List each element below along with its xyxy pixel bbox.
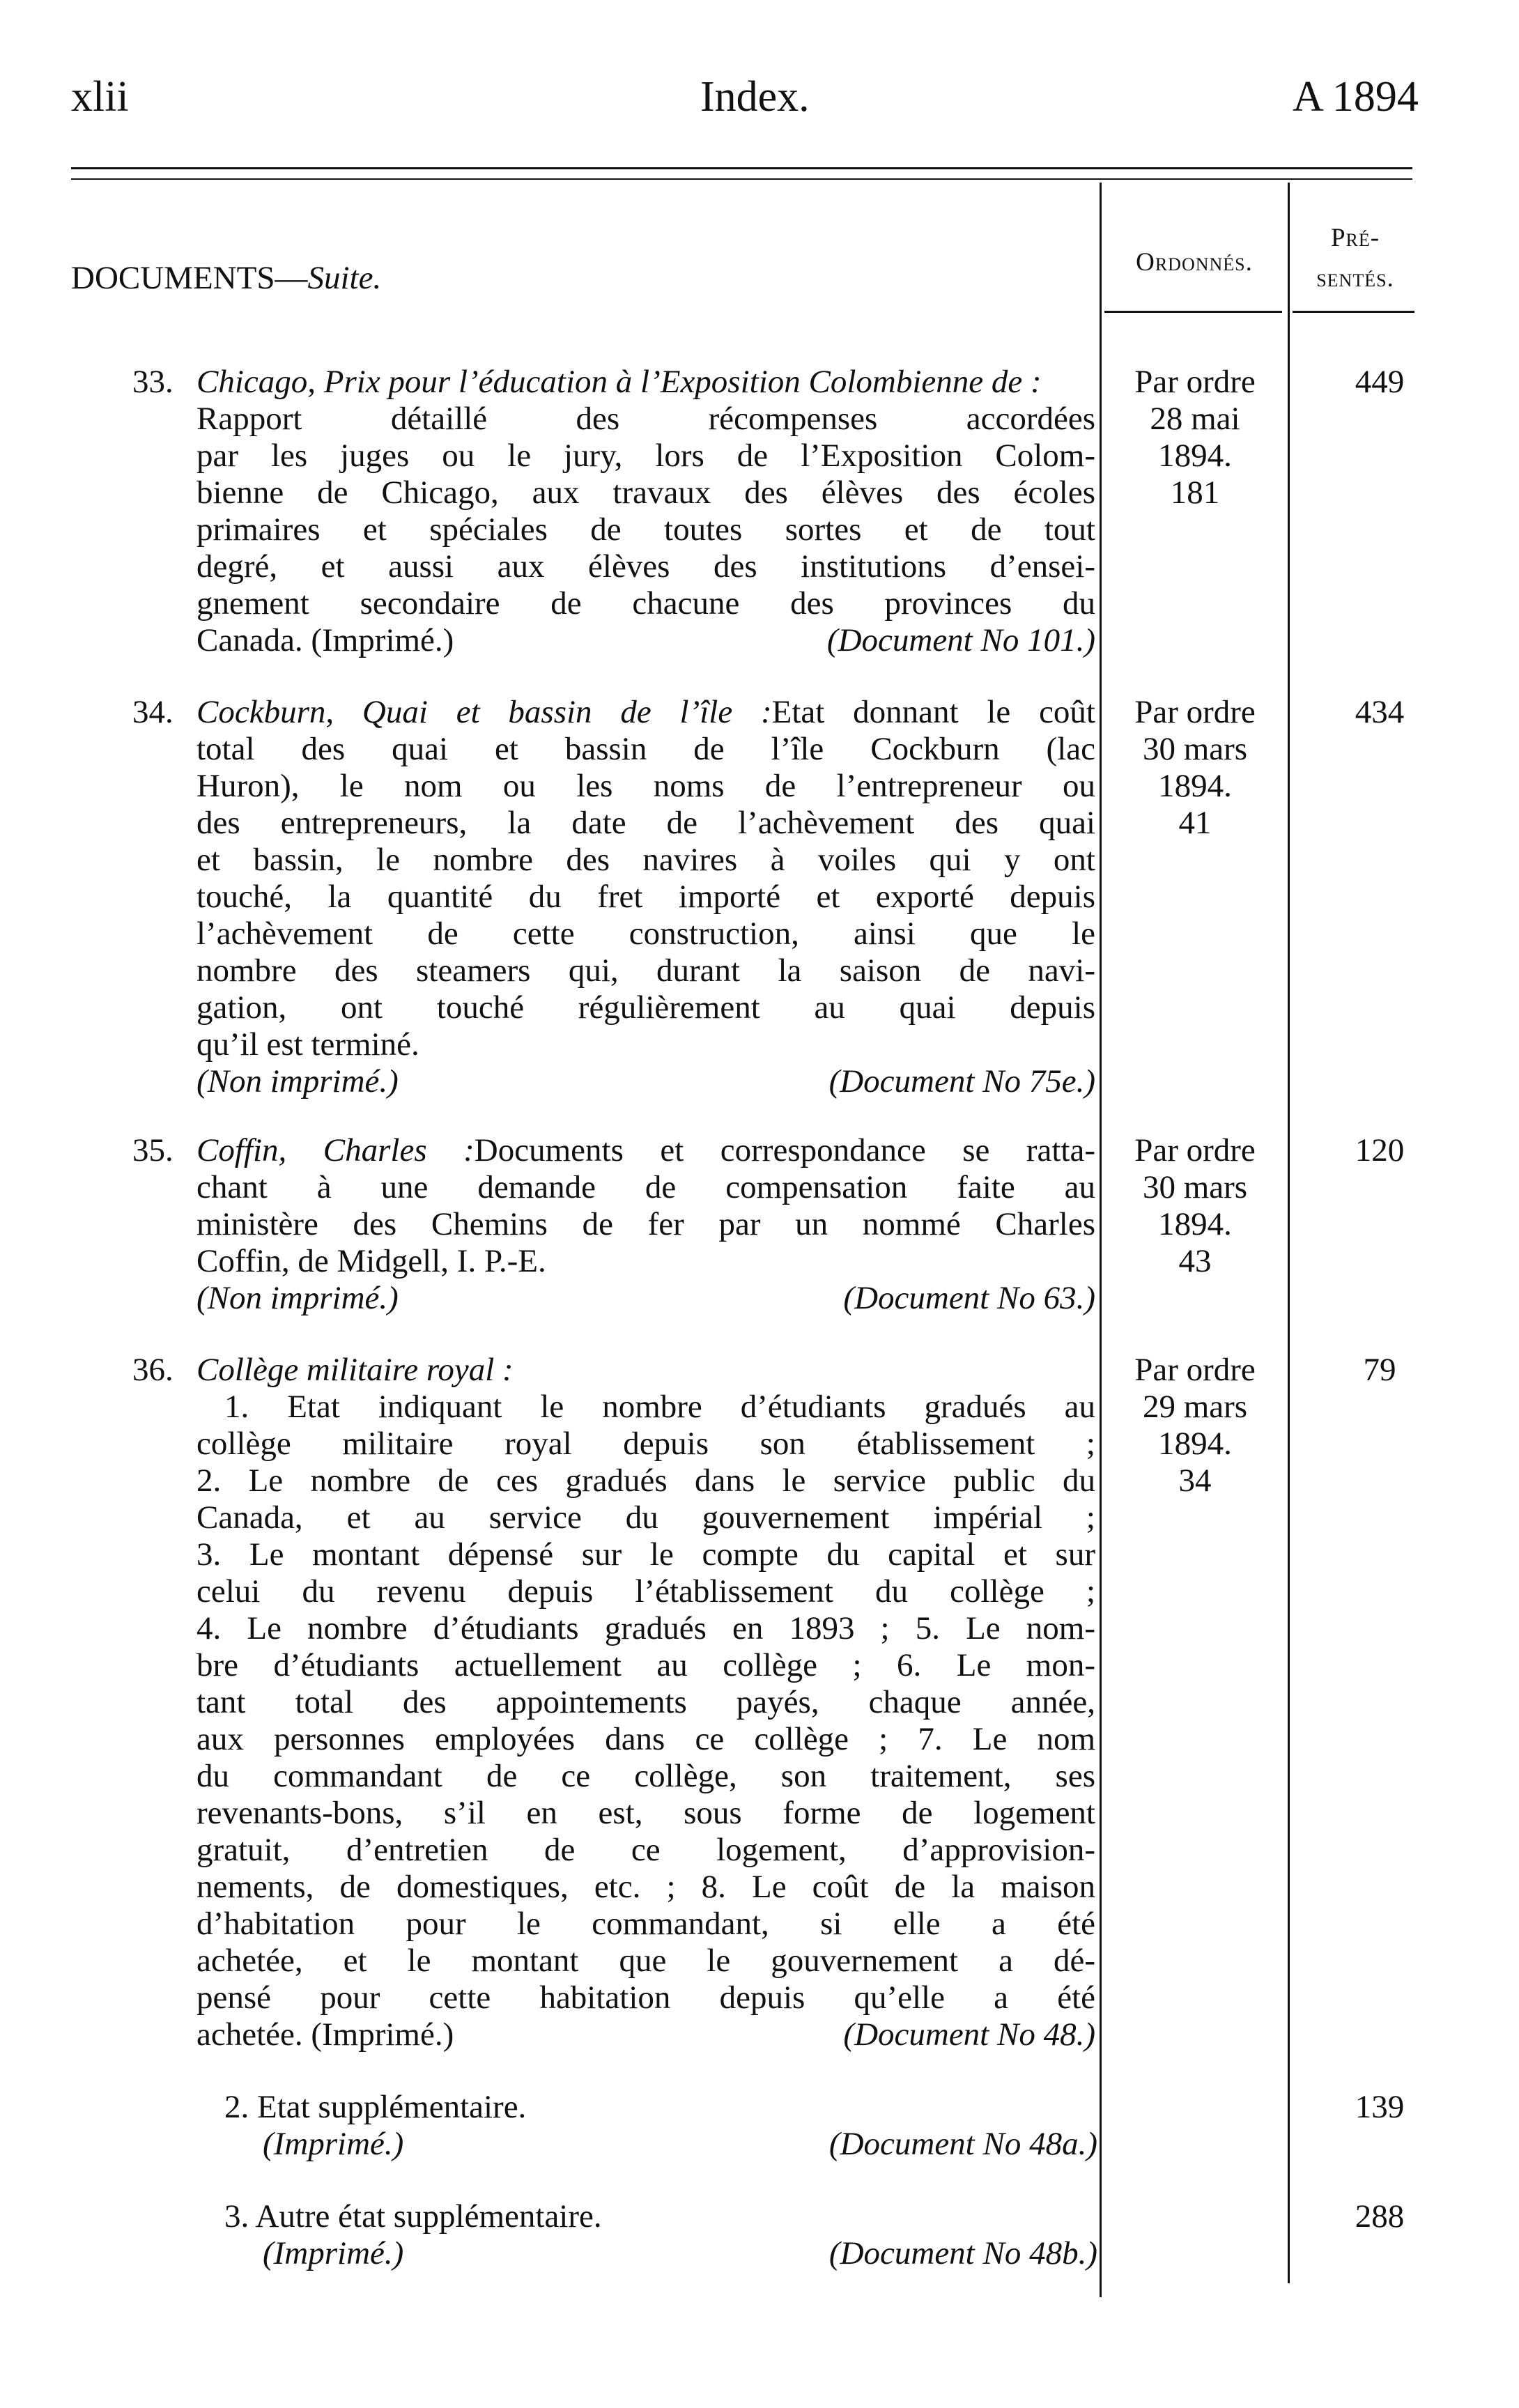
- entry-text-line: nements, de domestiques, etc. ; 8. Le coût de la maison: [196, 1869, 1095, 1905]
- entry-text-line: qu’il est terminé.: [196, 1026, 419, 1063]
- entry-text-line: celui du revenu depuis l’établissement du collège ;: [196, 1573, 1095, 1610]
- header-rule-bottom: [71, 178, 1412, 180]
- sub-entry-text: 3. Autre état supplémentaire.: [224, 2198, 602, 2235]
- column-divider-left: [1100, 183, 1102, 2297]
- entry-first-line: [196, 694, 1095, 731]
- entry-text-line: pensé pour cette habitation depuis qu’elle a été: [196, 1979, 1095, 2016]
- entry-text-line: achetée, et le montant que le gouvernement a dé-: [196, 1943, 1095, 1979]
- entry-text-line: 2. Le nombre de ces gradués dans le service public du: [196, 1462, 1095, 1499]
- entry-text-line: chant à une demande de compensation faite au: [196, 1169, 1095, 1205]
- presentes-36-3: 288: [1355, 2198, 1405, 2235]
- order-date: 28 mai: [1150, 401, 1240, 437]
- column-header-presentes-2: sentés.: [1316, 264, 1394, 293]
- order-line: Par ordre: [1134, 1352, 1256, 1388]
- entry-status: achetée. (Imprimé.): [196, 2016, 454, 2053]
- entry-text-line: des entrepreneurs, la date de l’achèvement des quai: [196, 805, 1095, 841]
- section-heading: [71, 259, 381, 297]
- entry-body: [196, 1132, 1095, 1317]
- entry-number: 35.: [132, 1132, 174, 1168]
- sub-entry-doc-ref: (Document No 48a.): [828, 2126, 1097, 2162]
- entry-text-line: Canada, et au service du gouvernement impérial ;: [196, 1499, 1095, 1536]
- ordonnes-34: [1111, 694, 1279, 842]
- entry-text-line: tant total des appointements payés, chaque année,: [196, 1684, 1095, 1720]
- entry-text-line: Rapport détaillé des récompenses accordées: [196, 401, 1095, 437]
- ordonnes-35: [1111, 1132, 1279, 1280]
- order-year: 1894.: [1158, 1426, 1232, 1462]
- entry-text-line: Huron), le nom ou les noms de l’entrepreneur ou: [196, 768, 1095, 804]
- page-number: xlii: [71, 73, 129, 121]
- presentes-36: 79: [1363, 1352, 1396, 1388]
- column-header-rule-presentes: [1293, 311, 1414, 313]
- entry-title: Chicago, Prix pour l’éducation à l’Exposition Colombienne de :: [196, 364, 1042, 400]
- entry-text-line: touché, la quantité du fret importé et exporté depuis: [196, 879, 1095, 915]
- entry-number: 36.: [132, 1352, 174, 1388]
- entry-doc-line: [196, 2016, 1095, 2053]
- entry-doc-ref: (Document No 101.): [826, 622, 1095, 658]
- entry-status: (Non imprimé.): [196, 1063, 399, 1099]
- entry-text-line: bienne de Chicago, aux travaux des élèves des écoles: [196, 474, 1095, 511]
- entry-doc-line: [196, 1280, 1095, 1317]
- entry-text-line: gratuit, d’entretien de ce logement, d’approvision-: [196, 1832, 1095, 1868]
- session-label: A 1894: [1293, 73, 1419, 121]
- entry-text-line: du commandant de ce collège, son traitement, ses: [196, 1758, 1095, 1794]
- order-date: 30 mars: [1142, 1169, 1248, 1205]
- sub-entry-doc-line: [263, 2235, 1097, 2272]
- entry-title: Cockburn, Quai et bassin de l’île :: [196, 694, 772, 730]
- order-year: 1894.: [1158, 438, 1232, 474]
- column-header-presentes-1: Pré-: [1330, 224, 1380, 252]
- sub-entry-doc-ref: (Document No 48b.): [828, 2235, 1097, 2271]
- sub-entry-3: [224, 2198, 1097, 2272]
- entry-body: [196, 1352, 1095, 2053]
- sub-entry-status: (Imprimé.): [263, 2126, 404, 2162]
- page-title: Index.: [700, 73, 810, 121]
- entry-text-line: collège militaire royal depuis son établissement ;: [196, 1426, 1095, 1462]
- column-header-ordonnes: Ordonnés.: [1136, 248, 1253, 277]
- entry-doc-ref: (Document No 48.): [843, 2016, 1095, 2053]
- order-number: 34: [1178, 1462, 1212, 1499]
- entry-status: (Non imprimé.): [196, 1280, 399, 1316]
- entry-text-line: par les juges ou le jury, lors de l’Exposition Colom-: [196, 438, 1095, 474]
- sub-entry-doc-line: [263, 2126, 1097, 2163]
- entry-doc-ref: (Document No 75e.): [828, 1063, 1095, 1099]
- entry-doc-line: [196, 1063, 1095, 1100]
- entry-text-line: primaires et spéciales de toutes sortes et de tout: [196, 511, 1095, 548]
- order-number: 41: [1178, 805, 1212, 841]
- entry-body: [196, 694, 1095, 1100]
- entry-number: 34.: [132, 694, 174, 730]
- entry-doc-ref: (Document No 63.): [843, 1280, 1095, 1316]
- order-line: Par ordre: [1134, 364, 1256, 400]
- entry-status: Canada. (Imprimé.): [196, 622, 454, 658]
- sub-entry-2: [224, 2089, 1097, 2163]
- entry-text-line: 3. Le montant dépensé sur le compte du capital et sur: [196, 1536, 1095, 1573]
- entry-text-line: bre d’étudiants actuellement au collège ; 6. Le mon-: [196, 1647, 1095, 1683]
- presentes-34: 434: [1355, 694, 1405, 730]
- presentes-33: 449: [1355, 364, 1405, 400]
- entry-text-line: degré, et aussi aux élèves des institutions d’ensei-: [196, 548, 1095, 585]
- entry-text-line: nombre des steamers qui, durant la saison de navi-: [196, 952, 1095, 989]
- sub-entry-text: 2. Etat supplémentaire.: [224, 2089, 527, 2125]
- entry-text-line: gnement secondaire de chacune des provinces du: [196, 585, 1095, 622]
- entry-text-line: Etat donnant le coût: [771, 694, 1095, 730]
- section-title: DOCUMENTS—: [71, 260, 308, 296]
- entry-text-line: aux personnes employées dans ce collège ; 7. Le nom: [196, 1721, 1095, 1757]
- entry-text-line: 1. Etat indiquant le nombre d’étudiants gradués au: [224, 1389, 1095, 1425]
- ordonnes-33: [1111, 364, 1279, 511]
- column-header-rule-ordonnes: [1104, 311, 1282, 313]
- presentes-35: 120: [1355, 1132, 1405, 1168]
- entry-text-line: d’habitation pour le commandant, si elle a été: [196, 1906, 1095, 1942]
- entry-text-line: revenants-bons, s’il en est, sous forme de logement: [196, 1795, 1095, 1831]
- sub-entry-status: (Imprimé.): [263, 2235, 404, 2271]
- order-number: 181: [1170, 474, 1220, 511]
- order-line: Par ordre: [1134, 694, 1256, 730]
- entry-text-line: gation, ont touché régulièrement au quai depuis: [196, 989, 1095, 1026]
- section-suffix: Suite.: [307, 260, 382, 296]
- order-year: 1894.: [1158, 1206, 1232, 1242]
- entry-title: Coffin, Charles :: [196, 1132, 475, 1168]
- order-date: 30 mars: [1142, 731, 1248, 767]
- entry-body: [196, 364, 1095, 659]
- column-divider-right: [1288, 183, 1290, 2283]
- presentes-36-2: 139: [1355, 2089, 1405, 2125]
- header-rule-top: [71, 167, 1412, 169]
- entry-text-line: 4. Le nombre d’étudiants gradués en 1893 ; 5. Le nom-: [196, 1610, 1095, 1646]
- order-line: Par ordre: [1134, 1132, 1256, 1168]
- entry-text-line: l’achèvement de cette construction, ainsi que le: [196, 916, 1095, 952]
- order-date: 29 mars: [1142, 1389, 1248, 1425]
- entry-text-line: Coffin, de Midgell, I. P.-E.: [196, 1243, 546, 1279]
- entry-title: Collège militaire royal :: [196, 1352, 514, 1388]
- entry-number: 33.: [132, 364, 174, 400]
- entry-text-line: ministère des Chemins de fer par un nommé Charles: [196, 1206, 1095, 1242]
- entry-text-line: Documents et correspondance se ratta-: [474, 1132, 1095, 1168]
- order-number: 43: [1178, 1243, 1212, 1279]
- entry-text-line: total des quai et bassin de l’île Cockburn (lac: [196, 731, 1095, 767]
- ordonnes-36: [1111, 1352, 1279, 1499]
- entry-first-line: [196, 1132, 1095, 1169]
- order-year: 1894.: [1158, 768, 1232, 804]
- entry-doc-line: [196, 622, 1095, 659]
- entry-text-line: et bassin, le nombre des navires à voiles qui y ont: [196, 842, 1095, 878]
